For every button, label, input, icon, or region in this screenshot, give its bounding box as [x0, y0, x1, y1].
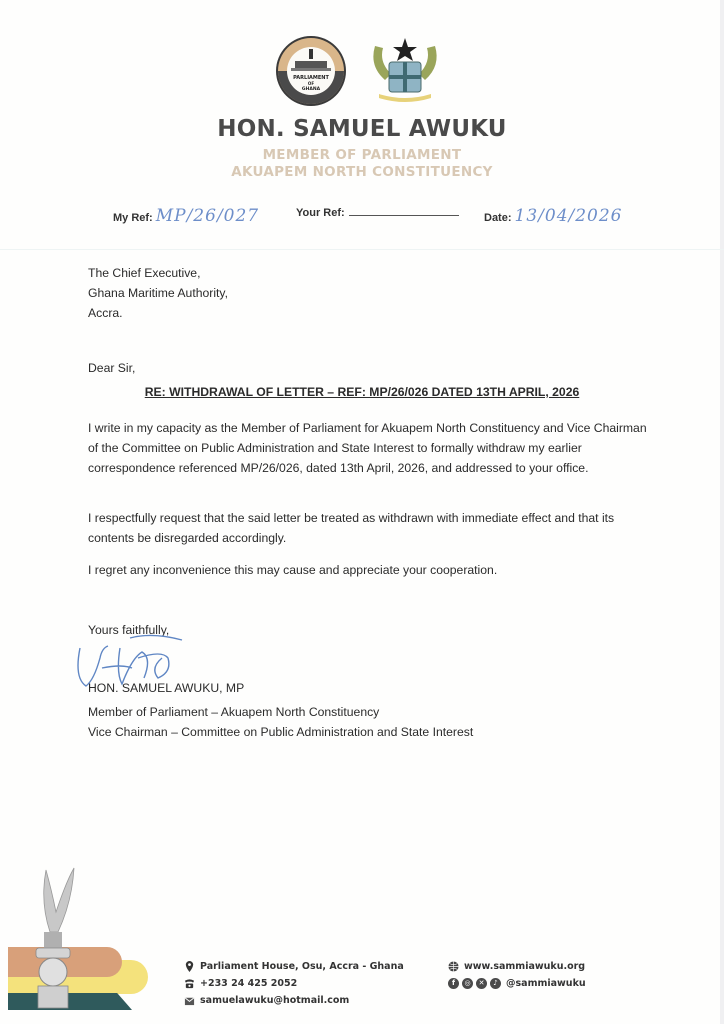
my-ref-value: MP/26/027 — [155, 206, 260, 226]
signatory-role: Member of Parliament – Akuapem North Constituency — [88, 705, 380, 719]
your-ref-label: Your Ref: — [296, 207, 345, 219]
globe-icon — [448, 961, 459, 972]
mail-icon — [184, 995, 195, 1006]
footer-online — [448, 958, 586, 992]
paragraph: I respectfully request that the said letter be treated as withdrawn with immediate effect and that its contents be disregarded accordingly. — [88, 511, 615, 545]
tiktok-icon[interactable]: ♪ — [490, 978, 501, 989]
signatory-name: HON. SAMUEL AWUKU, MP — [88, 681, 245, 695]
letterhead-title: MEMBER OF PARLIAMENT — [262, 147, 462, 163]
date-label: Date: — [484, 212, 512, 224]
date-value: 13/04/2026 — [514, 206, 623, 226]
svg-text:GHANA: GHANA — [301, 87, 321, 92]
x-icon[interactable]: ✕ — [476, 978, 487, 989]
footer-social — [448, 975, 586, 992]
header-divider — [0, 249, 724, 250]
recipient-line: The Chief Executive, — [88, 266, 201, 280]
footer-address: Parliament House, Osu, Accra - Ghana — [184, 958, 404, 975]
letterhead-constituency: AKUAPEM NORTH CONSTITUENCY — [231, 164, 493, 180]
location-pin-icon — [184, 961, 195, 972]
signatory-committee: Vice Chairman – Committee on Public Administration and State Interest — [88, 725, 474, 739]
closing: Yours faithfully, — [88, 623, 170, 637]
social-handle: @sammiawuku — [506, 978, 586, 989]
footer-contact — [184, 958, 404, 1009]
footer-website[interactable]: www.sammiawuku.org — [448, 958, 586, 975]
svg-text:PARLIAMENT: PARLIAMENT — [293, 75, 329, 81]
letterhead-name: HON. SAMUEL AWUKU — [217, 116, 507, 142]
facebook-icon[interactable]: f — [448, 978, 459, 989]
date — [484, 206, 623, 226]
reference-row — [0, 200, 724, 224]
parliament-seal-icon — [275, 35, 347, 107]
svg-text:OF: OF — [307, 81, 315, 86]
salutation: Dear Sir, — [88, 361, 136, 375]
subject-line: RE: WITHDRAWAL OF LETTER – REF: MP/26/026 DATED 13TH APRIL, 2026 — [144, 385, 580, 399]
recipient-line: Ghana Maritime Authority, — [88, 286, 228, 300]
telephone-icon — [184, 978, 195, 989]
mace-icon — [26, 862, 78, 1010]
instagram-icon[interactable]: ◎ — [462, 978, 473, 989]
footer-phone: +233 24 425 2052 — [184, 975, 404, 992]
recipient-address — [88, 263, 648, 323]
coat-of-arms-icon — [365, 36, 445, 104]
recipient-line: Accra. — [88, 306, 123, 320]
your-ref-blank — [349, 206, 459, 216]
my-ref-label: My Ref: — [113, 212, 153, 224]
footer-email[interactable]: samuelawuku@hotmail.com — [184, 992, 404, 1009]
your-ref — [296, 206, 459, 219]
paragraph: I write in my capacity as the Member of Parliament for Akuapem North Constituency and Vice Chairman of the Committee on Public Administration and State Interest to formally withdraw my earlier correspondence referenced MP/26/026, dated 13th April, 2026, and addressed to your office. — [88, 421, 647, 475]
paragraph: I regret any inconvenience this may cause and appreciate your cooperation. — [88, 563, 498, 577]
my-ref — [113, 206, 259, 226]
